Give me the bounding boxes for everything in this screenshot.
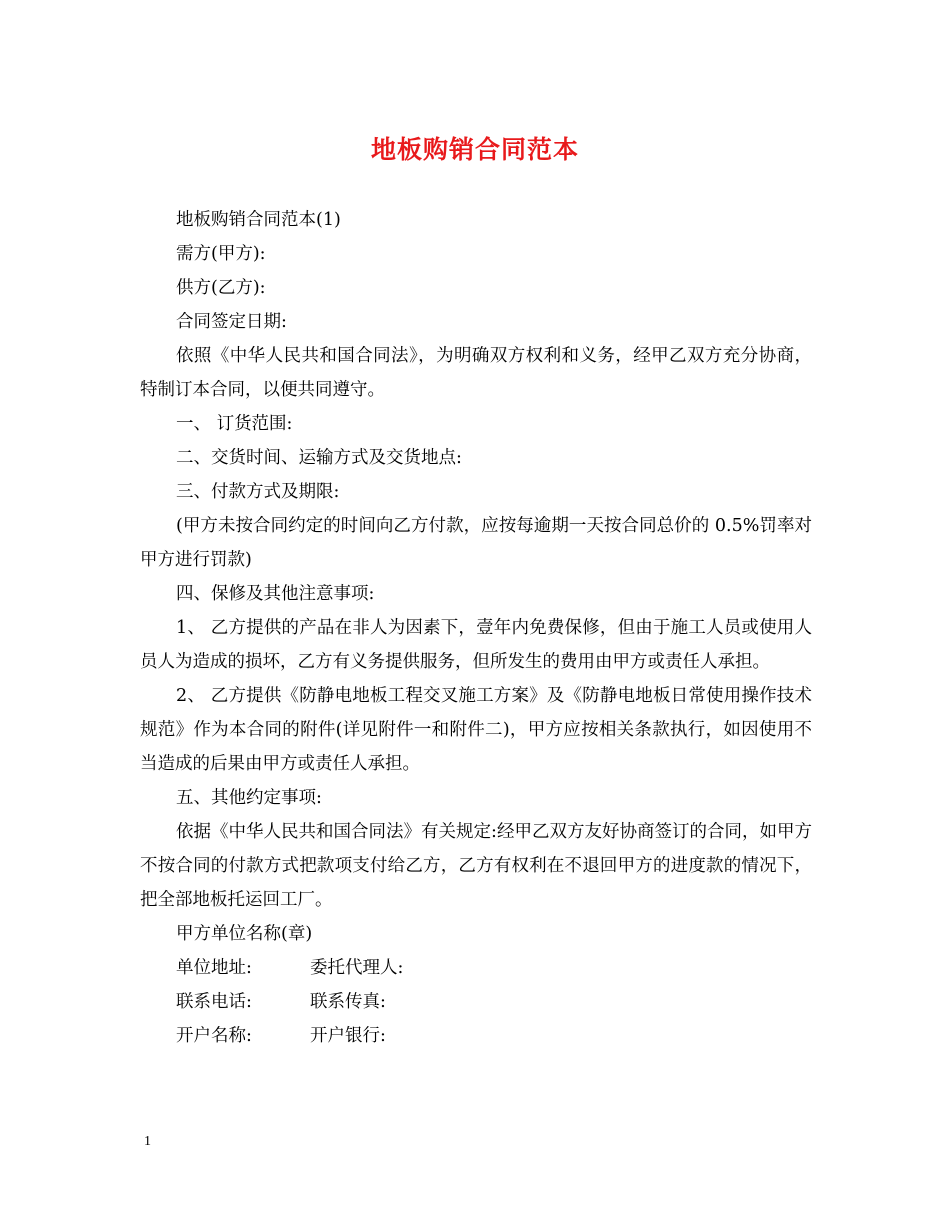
field-row-address [140, 951, 812, 985]
field-label-account-name: 开户名称: [176, 1026, 252, 1046]
paragraph-sign-date: 合同签定日期: [176, 312, 287, 332]
paragraph-penalty-note: (甲方未按合同约定的时间向乙方付款，应按每逾期一天按合同总价的 0.5%罚率对甲方进行罚款) [140, 516, 812, 570]
paragraph-section-1: 一、 订货范围: [176, 414, 293, 434]
paragraph-buyer: 需方(甲方): [176, 244, 266, 264]
paragraph-contract-heading: 地板购销合同范本(1) [176, 210, 341, 230]
document-title: 地板购销合同范本 [370, 135, 579, 164]
paragraph-legal-basis: 依据《中华人民共和国合同法》有关规定:经甲乙双方友好协商签订的合同，如甲方不按合同的付款方式把款项支付给乙方，乙方有权利在不退回甲方的进度款的情况下，把全部地板托运回工厂。 [140, 822, 812, 910]
paragraph-section-5: 五、其他约定事项: [176, 788, 322, 808]
field-label-address: 单位地址: [176, 958, 252, 978]
document-body [140, 203, 812, 1053]
page-number: 1 [144, 1134, 151, 1149]
field-label-agent: 委托代理人: [310, 958, 404, 978]
paragraph-supplier: 供方(乙方): [176, 278, 266, 298]
paragraph-section-4: 四、保修及其他注意事项: [176, 584, 375, 604]
paragraph-warranty-2: 2、 乙方提供《防静电地板工程交叉施工方案》及《防静电地板日常使用操作技术规范》作为本合同的附件(详见附件一和附件二)，甲方应按相关条款执行，如因使用不当造成的后果由甲方或责任人承担。 [140, 686, 812, 774]
paragraph-preamble: 依照《中华人民共和国合同法》，为明确双方权利和义务，经甲乙双方充分协商，特制订本合同，以便共同遵守。 [140, 346, 812, 400]
paragraph-section-3: 三、付款方式及期限: [176, 482, 340, 502]
field-row-phone [140, 985, 812, 1019]
paragraph-section-2: 二、交货时间、运输方式及交货地点: [176, 448, 462, 468]
field-label-bank: 开户银行: [310, 1026, 386, 1046]
field-row-account [140, 1019, 812, 1053]
paragraph-party-a-name: 甲方单位名称(章) [176, 924, 313, 944]
field-label-fax: 联系传真: [310, 992, 386, 1012]
field-label-phone: 联系电话: [176, 992, 252, 1012]
paragraph-warranty-1: 1、 乙方提供的产品在非人为因素下，壹年内免费保修，但由于施工人员或使用人员人为造成的损坏，乙方有义务提供服务，但所发生的费用由甲方或责任人承担。 [140, 618, 812, 672]
